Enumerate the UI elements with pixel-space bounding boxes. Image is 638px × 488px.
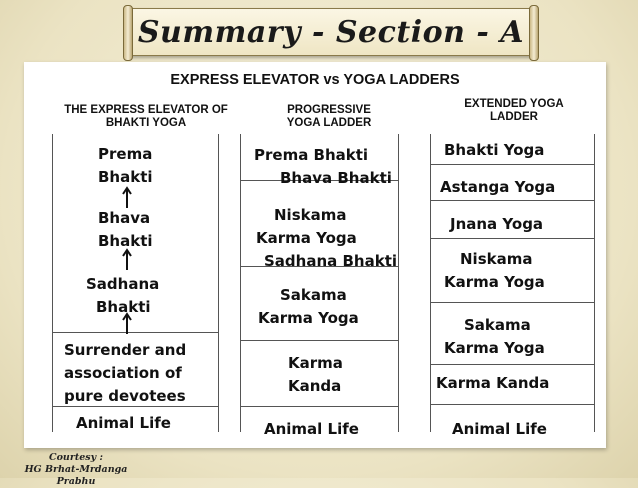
up-arrow-icon [122, 186, 132, 208]
extended-niskama-karma-yoga: Niskama Karma Yoga [444, 250, 545, 291]
diagram-heading: EXPRESS ELEVATOR vs YOGA LADDERS [170, 72, 460, 88]
elevator-divider [52, 332, 219, 333]
courtesy-credit: Courtesy : HG Brhat-Mrdanga Prabhu [24, 452, 128, 487]
diagram-panel [24, 62, 606, 448]
extended-bhakti-yoga: Bhakti Yoga [444, 141, 545, 159]
extended-divider [430, 364, 595, 365]
progressive-header: PROGRESSIVE YOGA LADDER [286, 104, 372, 129]
progressive-divider [240, 406, 399, 407]
extended-animal-life: Animal Life [452, 420, 547, 438]
progressive-prema-bhakti: Prema Bhakti Bhava Bhakti [254, 146, 392, 187]
extended-karma-kanda: Karma Kanda [436, 374, 550, 392]
elevator-animal-life: Animal Life [76, 414, 171, 432]
extended-header: EXTENDED YOGA LADDER [464, 98, 564, 123]
extended-divider [430, 200, 595, 201]
up-arrow-icon [122, 312, 132, 334]
extended-jnana-yoga: Jnana Yoga [450, 215, 544, 233]
elevator-sadhana-bhakti: Sadhana Bhakti [86, 275, 160, 316]
elevator-header: THE EXPRESS ELEVATOR OF BHAKTI YOGA [64, 104, 228, 129]
title-banner [128, 8, 534, 56]
extended-divider [430, 164, 595, 165]
extended-sakama-karma-yoga: Sakama Karma Yoga [444, 316, 545, 357]
extended-divider [430, 302, 595, 303]
extended-divider [430, 404, 595, 405]
progressive-right-line [398, 134, 399, 432]
progressive-left-line [240, 134, 241, 432]
extended-astanga-yoga: Astanga Yoga [440, 178, 556, 196]
elevator-bhava-bhakti: Bhava Bhakti [98, 209, 153, 250]
elevator-left-line [52, 134, 53, 432]
elevator-prema-bhakti: Prema Bhakti [98, 145, 153, 186]
progressive-divider [240, 340, 399, 341]
progressive-animal-life: Animal Life [264, 420, 359, 438]
extended-right-line [594, 134, 595, 432]
elevator-right-line [218, 134, 219, 432]
elevator-surrender: Surrender and association of pure devotees [64, 341, 187, 405]
progressive-sakama-karma-yoga: Sakama Karma Yoga [258, 286, 359, 327]
slide-title: Summary - Section - A [137, 15, 525, 50]
extended-left-line [430, 134, 431, 432]
progressive-karma-kanda: Karma Kanda [288, 354, 343, 395]
up-arrow-icon [122, 248, 132, 270]
progressive-niskama-karma-yoga: Niskama Karma Yoga Sadhana Bhakti [256, 206, 398, 270]
extended-divider [430, 238, 595, 239]
